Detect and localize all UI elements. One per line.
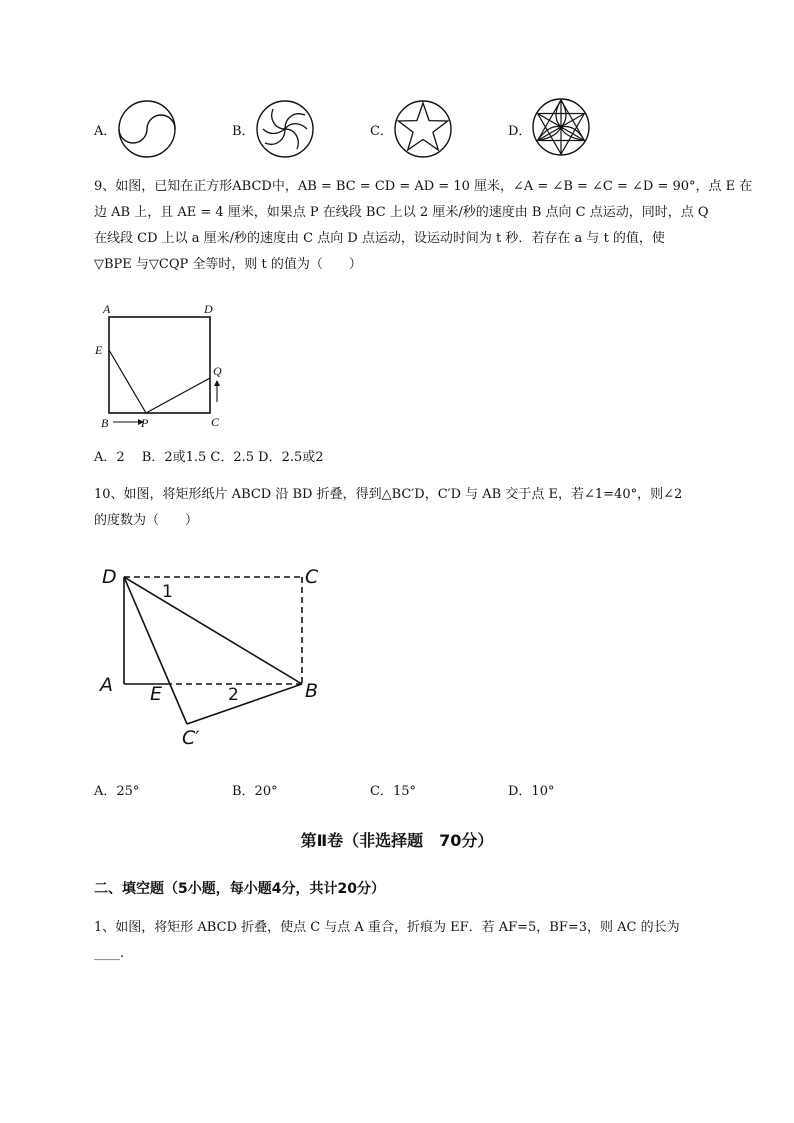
label-b: B — [305, 680, 319, 702]
option-a-label: A． — [94, 124, 117, 139]
label-p: P — [141, 416, 149, 430]
edge-c-prime-b — [187, 684, 302, 724]
label-q: Q — [213, 364, 222, 378]
q9-line-4: ▽BPE 与▽CQP 全等时，则 t 的值为（ ） — [94, 257, 362, 272]
fill-q1-stem — [94, 915, 734, 967]
part-2-heading: 第Ⅱ卷（非选择题 70分） — [300, 831, 494, 850]
diagonal-db — [124, 577, 302, 684]
fill-q1-line-1: 1、如图，将矩形 ABCD 折叠，使点 C 与点 A 重合，折痕为 EF．若 AF=5，BF=3，则 AC 的长为 — [94, 920, 680, 935]
q10-option-a: A．25° — [94, 784, 140, 799]
label-d: D — [204, 302, 213, 316]
label-angle-2: 2 — [228, 685, 239, 705]
q9-line-2: 边 AB 上，且 AE = 4 厘米，如果点 P 在线段 BC 上以 2 厘米/秒的速度由 B 点向 C 点运动，同时，点 Q — [94, 205, 709, 220]
star-figure — [393, 99, 453, 159]
q10-stem — [94, 482, 734, 534]
q10-option-c: C．15° — [370, 784, 416, 799]
yin-yang-figure — [117, 99, 177, 159]
option-c-label: C． — [370, 124, 393, 139]
label-a: A — [103, 302, 111, 316]
label-a: A — [100, 674, 113, 696]
label-e: E — [95, 343, 103, 357]
q9-stem — [94, 174, 753, 278]
option-d-label: D． — [508, 124, 532, 139]
label-b: B — [101, 416, 109, 430]
q10-option-d: D．10° — [508, 784, 555, 799]
section-2-heading: 二、填空题（5小题，每小题4分，共计20分） — [94, 881, 385, 897]
pinwheel-figure — [255, 99, 315, 159]
q10-line-1: 10、如图，将矩形纸片 ABCD 沿 BD 折叠，得到△BC′D，C′D 与 AB 交于点 E，若∠1=40°，则∠2 — [94, 487, 683, 502]
square-abcd — [109, 317, 210, 413]
q9-line-1: 9、如图，已知在正方形ABCD中，AB = BC = CD = AD = 10 厘米，∠A = ∠B = ∠C = ∠D = 90°，点 E 在 — [94, 179, 753, 194]
label-c: C — [211, 415, 220, 429]
q9-options: A．2 B．2或1.5 C．2.5 D．2.5或2 — [94, 450, 324, 465]
hexagram-flower-figure — [531, 97, 591, 157]
label-d: D — [102, 566, 117, 588]
q10-fold-figure — [94, 558, 334, 748]
label-e: E — [150, 683, 163, 705]
q10-option-b: B．20° — [232, 784, 278, 799]
q9-line-3: 在线段 CD 上以 a 厘米/秒的速度由 C 点向 D 点运动，设运动时间为 t 秒．若存在 a 与 t 的值，使 — [94, 231, 665, 246]
q10-line-2: 的度数为（ ） — [94, 513, 199, 528]
fill-q1-line-2: ____. — [94, 946, 125, 961]
label-c-prime: C′ — [182, 727, 200, 749]
option-b-label: B． — [232, 124, 255, 139]
label-c: C — [305, 566, 319, 588]
segment-ep — [109, 350, 146, 413]
segment-pq — [146, 378, 210, 413]
q9-square-figure — [94, 298, 234, 438]
label-angle-1: 1 — [162, 582, 173, 602]
